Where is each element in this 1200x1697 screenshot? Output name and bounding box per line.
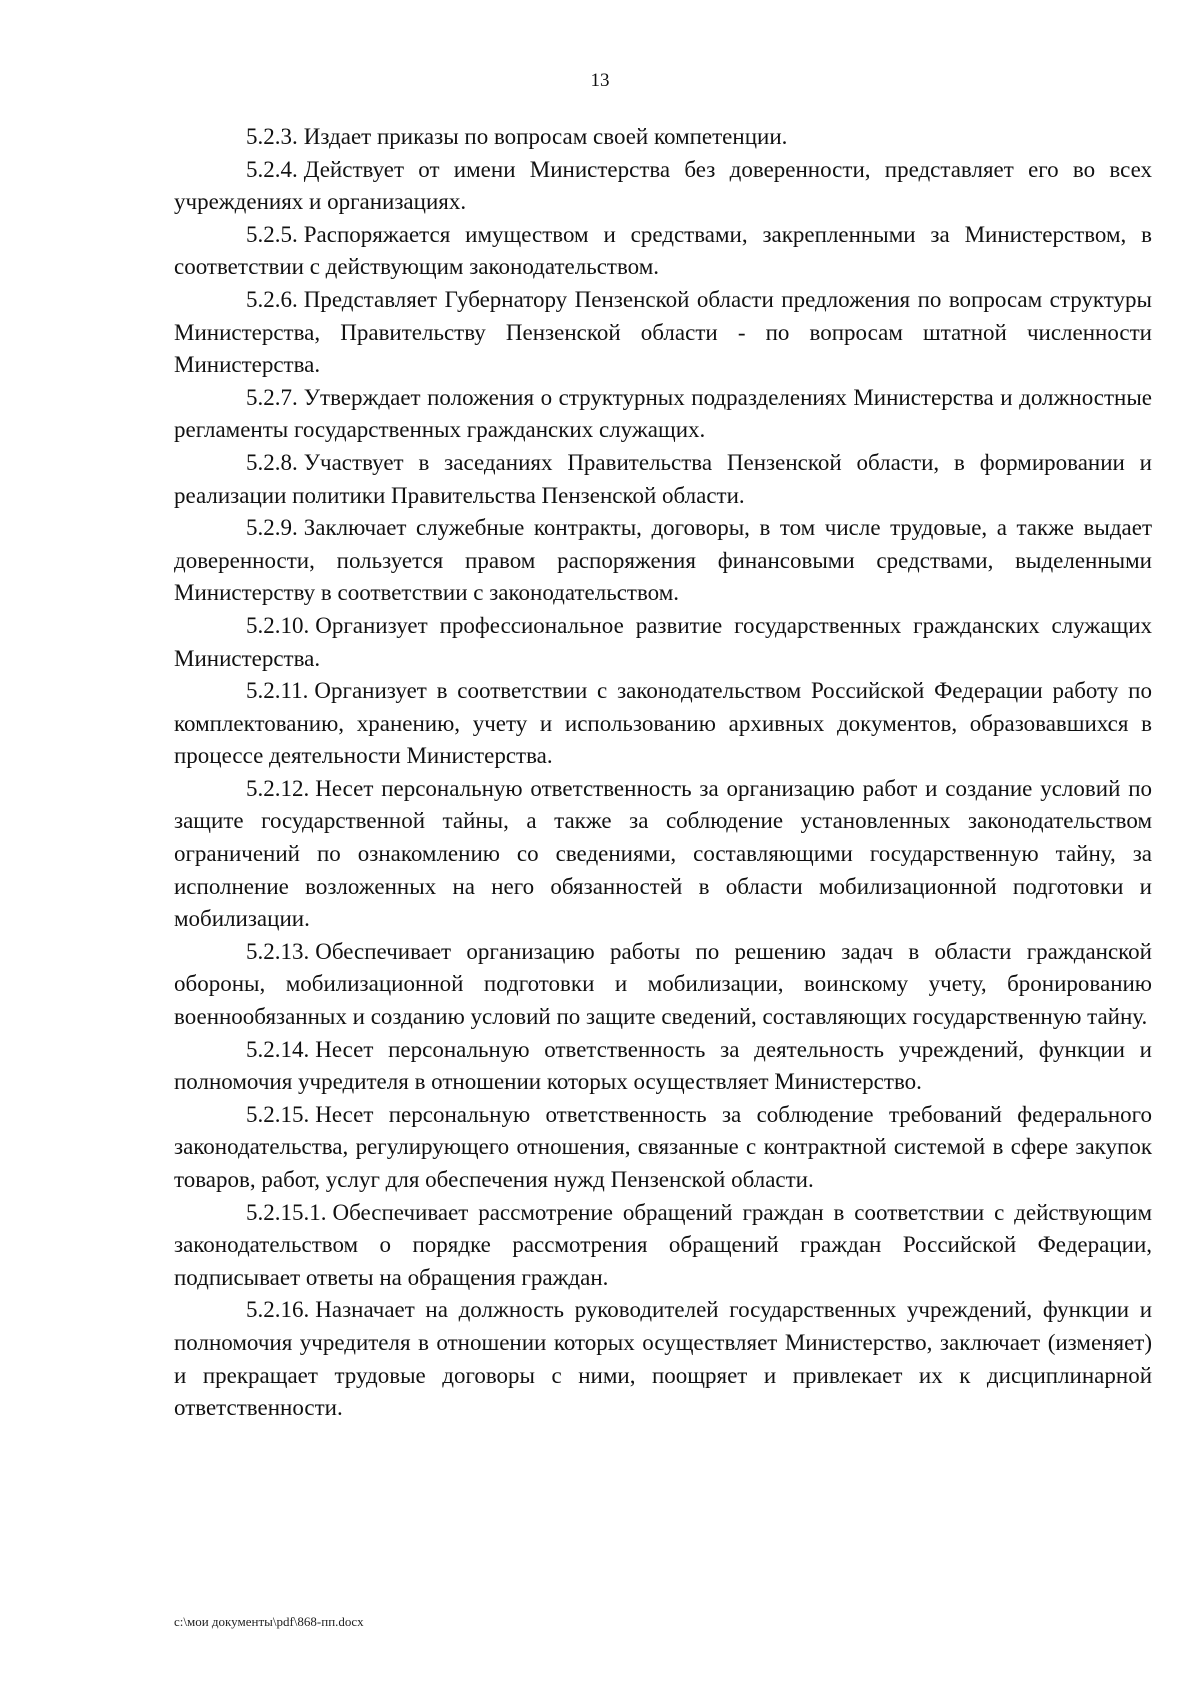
paragraph-number: 5.2.12.: [246, 775, 310, 801]
document-body: [174, 121, 1152, 1425]
paragraph-text: Издает приказы по вопросам своей компетенции.: [303, 124, 788, 149]
paragraph-5-2-12: [174, 773, 1152, 936]
footer-file-path: c:\мои документы\pdf\868-пп.docx: [174, 1614, 364, 1629]
paragraph-text: Несет персональную ответственность за деятельность учреждений, функции и полномочия учредителя в отношении которых осуществляет Министерство.: [174, 1036, 1152, 1095]
paragraph-number: 5.2.9.: [246, 515, 298, 541]
paragraph-5-2-15: [174, 1099, 1152, 1197]
paragraph-number: 5.2.15.1.: [246, 1199, 327, 1225]
paragraph-number: 5.2.4.: [246, 156, 298, 182]
paragraph-number: 5.2.16.: [246, 1297, 310, 1323]
paragraph-number: 5.2.13.: [246, 938, 310, 964]
paragraph-text: Распоряжается имуществом и средствами, закрепленными за Министерством, в соответствии с действующим законодательством.: [174, 221, 1152, 280]
paragraph-5-2-16: [174, 1294, 1152, 1424]
paragraph-number: 5.2.5.: [246, 221, 298, 247]
paragraph-text: Обеспечивает организацию работы по решению задач в области гражданской обороны, мобилизационной подготовки и мобилизации, воинскому учету, бронированию военнообязанных и созданию условий по защите сведений, составляющих государственную тайну.: [174, 938, 1152, 1030]
paragraph-5-2-11: [174, 675, 1152, 773]
paragraph-5-2-4: [174, 154, 1152, 219]
paragraph-text: Организует в соответствии с законодательством Российской Федерации работу по комплектованию, хранению, учету и использованию архивных документов, образовавшихся в процессе деятельности Министерства.: [174, 678, 1152, 769]
paragraph-5-2-13: [174, 936, 1152, 1034]
paragraph-number: 5.2.10.: [246, 612, 310, 638]
paragraph-text: Заключает служебные контракты, договоры, в том числе трудовые, а также выдает доверенности, пользуется правом распоряжения финансовыми средствами, выделенными Министерству в соответствии с законодательством.: [174, 515, 1152, 606]
paragraph-5-2-9: [174, 512, 1152, 610]
paragraph-text: Действует от имени Министерства без доверенности, представляет его во всех учреждениях и организациях.: [174, 156, 1152, 215]
paragraph-text: Организует профессиональное развитие государственных гражданских служащих Министерства.: [174, 612, 1152, 671]
paragraph-number: 5.2.11.: [246, 678, 309, 704]
paragraph-number: 5.2.15.: [246, 1101, 310, 1127]
paragraph-5-2-6: [174, 284, 1152, 382]
paragraph-text: Назначает на должность руководителей государственных учреждений, функции и полномочия учредителя в отношении которых осуществляет Министерство, заключает (изменяет) и прекращает трудовые договоры с ними, поощряет и привлекает их к дисциплинарной ответственности.: [174, 1297, 1152, 1421]
paragraph-text: Участвует в заседаниях Правительства Пензенской области, в формировании и реализации политики Правительства Пензенской области.: [174, 449, 1152, 508]
paragraph-text: Несет персональную ответственность за организацию работ и создание условий по защите государственной тайны, а также за соблюдение установленных законодательством ограничений по ознакомлению со сведениями, составляющими государственную тайну, за исполнение возложенных на него обязанностей в области мобилизационной подготовки и мобилизации.: [174, 775, 1152, 932]
paragraph-text: Несет персональную ответственность за соблюдение требований федерального законодательства, регулирующего отношения, связанные с контрактной системой в сфере закупок товаров, работ, услуг для обеспечения нужд Пензенской области.: [174, 1101, 1152, 1192]
paragraph-5-2-7: [174, 382, 1152, 447]
paragraph-5-2-8: [174, 447, 1152, 512]
paragraph-5-2-5: [174, 219, 1152, 284]
paragraph-number: 5.2.6.: [246, 286, 298, 312]
paragraph-number: 5.2.8.: [246, 449, 298, 475]
paragraph-number: 5.2.3.: [246, 124, 298, 149]
paragraph-text: Представляет Губернатору Пензенской области предложения по вопросам структуры Министерства, Правительству Пензенской области - по вопросам штатной численности Министерства.: [174, 286, 1152, 378]
paragraph-text: Утверждает положения о структурных подразделениях Министерства и должностные регламенты государственных гражданских служащих.: [174, 384, 1152, 443]
paragraph-text: Обеспечивает рассмотрение обращений граждан в соответствии с действующим законодательством о порядке рассмотрения обращений граждан Российской Федерации, подписывает ответы на обращения граждан.: [174, 1199, 1152, 1290]
paragraph-5-2-3: [174, 121, 1152, 154]
paragraph-number: 5.2.14.: [246, 1036, 310, 1062]
paragraph-5-2-10: [174, 610, 1152, 675]
paragraph-5-2-15-1: [174, 1197, 1152, 1295]
paragraph-number: 5.2.7.: [246, 384, 298, 410]
page-number: 13: [590, 70, 610, 91]
paragraph-5-2-14: [174, 1034, 1152, 1099]
